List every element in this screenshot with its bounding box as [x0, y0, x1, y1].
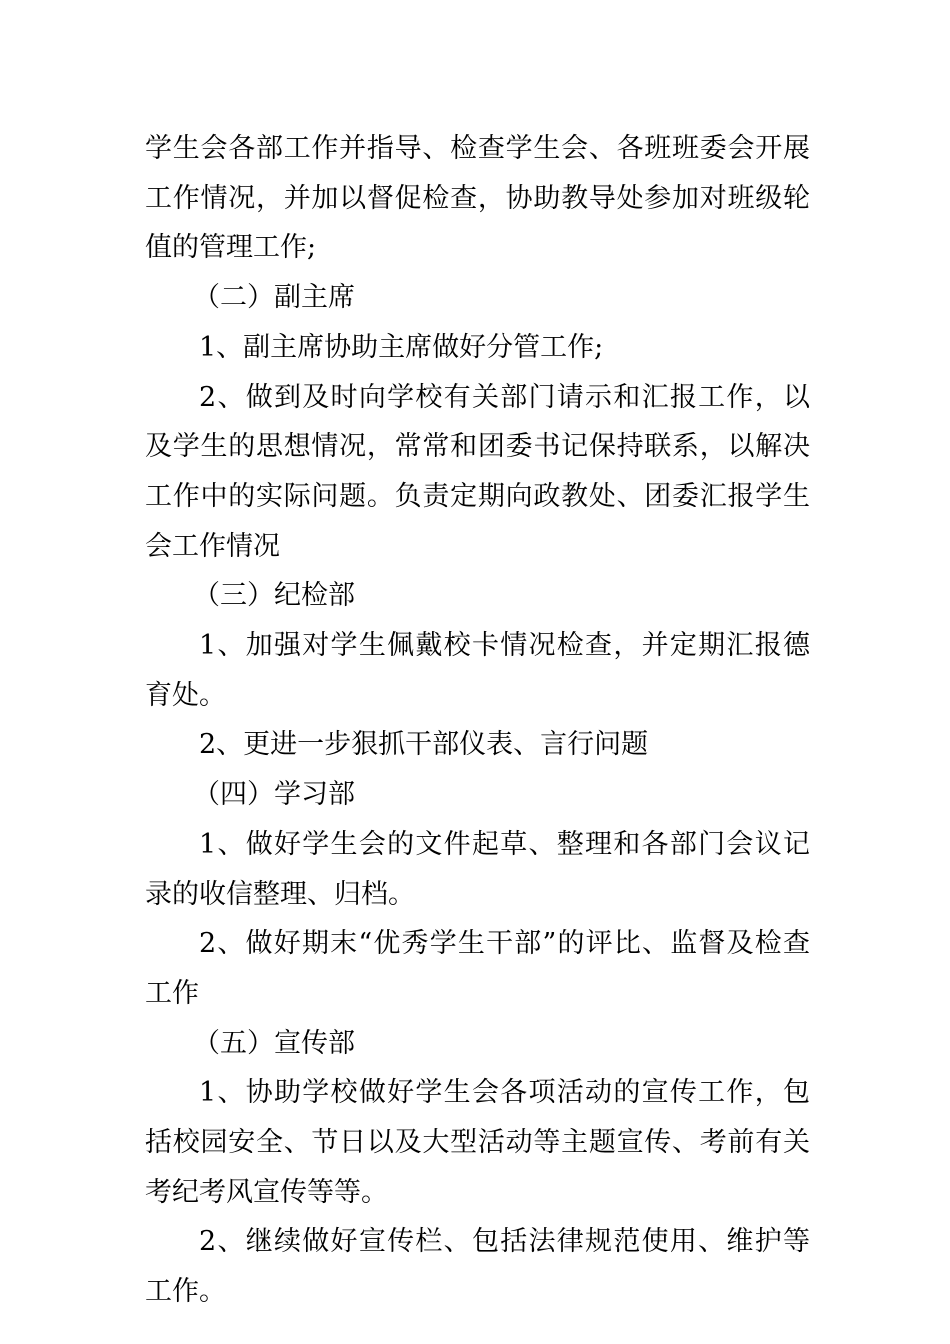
paragraph-vice-chairman-2: 2、做到及时向学校有关部门请示和汇报工作，以及学生的思想情况，常常和团委书记保持联系，以解决工作中的实际问题。负责定期向政教处、团委汇报学生会工作情况: [145, 381, 810, 562]
paragraph-publicity-1: 1、协助学校做好学生会各项活动的宣传工作，包括校园安全、节日以及大型活动等主题宣传、考前有关考纪考风宣传等等。: [145, 1077, 810, 1208]
heading-discipline-dept: （三）纪检部: [193, 580, 355, 612]
paragraph-discipline-2: 2、更进一步狠抓干部仪表、言行问题: [199, 729, 649, 761]
paragraph-study-2: 2、做好期末“优秀学生干部”的评比、监督及检查工作: [145, 928, 810, 1009]
heading-vice-chairman: （二）副主席: [193, 282, 355, 314]
heading-publicity-dept: （五）宣传部: [193, 1027, 355, 1059]
paragraph-intro: 学生会各部工作并指导、检查学生会、各班班委会开展工作情况，并加以督促检查，协助教导处参加对班级轮值的管理工作;: [145, 133, 810, 264]
heading-study-dept: （四）学习部: [193, 779, 355, 811]
document-body: [145, 124, 810, 1317]
paragraph-vice-chairman-1: 1、副主席协助主席做好分管工作;: [199, 331, 604, 363]
paragraph-discipline-1: 1、加强对学生佩戴校卡情况检查，并定期汇报德育处。: [145, 630, 810, 711]
paragraph-study-1: 1、做好学生会的文件起草、整理和各部门会议记录的收信整理、归档。: [145, 828, 810, 910]
paragraph-publicity-2: 2、继续做好宣传栏、包括法律规范使用、维护等工作。: [145, 1226, 810, 1308]
